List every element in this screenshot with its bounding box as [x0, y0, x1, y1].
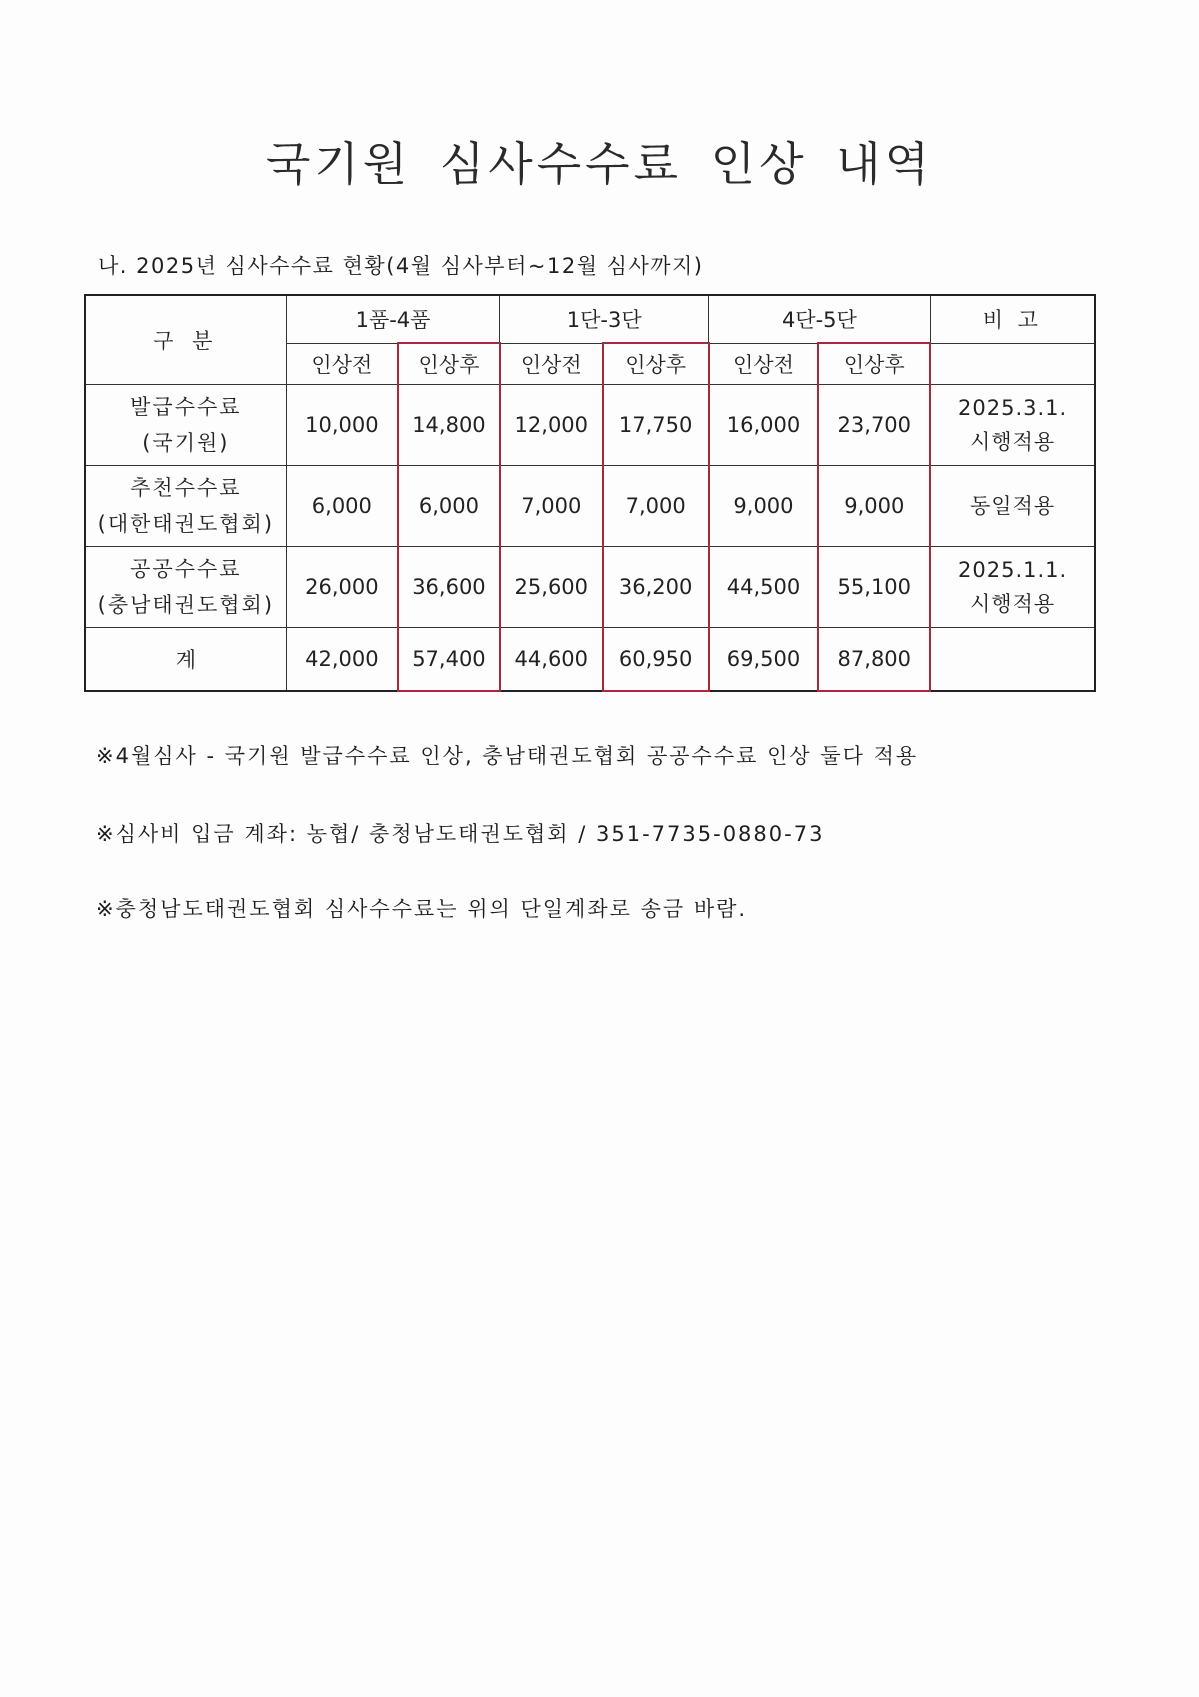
- after-header: 인상후: [603, 343, 709, 385]
- remark-line: 동일적용: [970, 494, 1056, 518]
- fee-value-raised: 14,800: [398, 385, 500, 466]
- total-value: 42,000: [286, 628, 398, 692]
- fee-value-raised: 6,000: [398, 466, 500, 547]
- fee-value-raised: 36,600: [398, 547, 500, 628]
- remark-cell: [930, 385, 1095, 466]
- fee-value: 16,000: [709, 385, 819, 466]
- section-subtitle: 나. 2025년 심사수수료 현황(4월 심사부터~12월 심사까지): [98, 254, 704, 278]
- remark-line: 시행적용: [970, 592, 1056, 616]
- note-single-account: ※충청남도태권도협회 심사수수료는 위의 단일계좌로 송금 바람.: [96, 897, 748, 921]
- table-row-total: [85, 628, 1095, 692]
- fee-value-raised: 36,200: [603, 547, 709, 628]
- group-header-1dan-3dan: 1단-3단: [500, 295, 709, 343]
- remark-line: 2025.3.1.: [958, 396, 1068, 420]
- table-row-issuance-fee: [85, 385, 1095, 466]
- total-value: 44,600: [500, 628, 603, 692]
- fee-value-raised: 55,100: [818, 547, 930, 628]
- fee-value: 9,000: [709, 466, 819, 547]
- fee-value: 12,000: [500, 385, 603, 466]
- total-value-raised: 57,400: [398, 628, 500, 692]
- remark-cell: [930, 466, 1095, 547]
- remarks-header: 비 고: [930, 295, 1095, 343]
- fee-org: (대한태권도협회): [97, 512, 275, 536]
- fee-value: 10,000: [286, 385, 398, 466]
- note-april-exam: ※4월심사 - 국기원 발급수수료 인상, 충남태권도협회 공공수수료 인상 둘다 적용: [96, 744, 919, 768]
- fee-org: (국기원): [142, 431, 230, 455]
- before-header: 인상전: [709, 343, 819, 385]
- group-header-1pum-4pum: 1품-4품: [286, 295, 500, 343]
- before-header: 인상전: [500, 343, 603, 385]
- group-header-4dan-5dan: 4단-5단: [709, 295, 931, 343]
- document-title: 국기원 심사수수료 인상 내역: [265, 137, 934, 191]
- fee-name: 공공수수료: [130, 557, 242, 581]
- fee-table: [84, 294, 1096, 692]
- total-value-raised: 60,950: [603, 628, 709, 692]
- remark-line: 시행적용: [970, 430, 1056, 454]
- category-header: 구 분: [85, 295, 286, 385]
- total-value-raised: 87,800: [818, 628, 930, 692]
- row-label: [85, 385, 286, 466]
- fee-value: 25,600: [500, 547, 603, 628]
- fee-value: 6,000: [286, 466, 398, 547]
- remarks-subheader-empty: [930, 343, 1095, 385]
- fee-value-raised: 7,000: [603, 466, 709, 547]
- fee-value-raised: 17,750: [603, 385, 709, 466]
- header-row-groups: [85, 295, 1095, 343]
- fee-org: (충남태권도협회): [97, 593, 275, 617]
- table-row-public-fee: [85, 547, 1095, 628]
- total-remark: [930, 628, 1095, 692]
- fee-value-raised: 9,000: [818, 466, 930, 547]
- fee-name: 추천수수료: [130, 476, 242, 500]
- row-label: [85, 466, 286, 547]
- total-label: 계: [85, 628, 286, 692]
- total-value: 69,500: [709, 628, 819, 692]
- remark-cell: [930, 547, 1095, 628]
- after-header: 인상후: [818, 343, 930, 385]
- fee-value: 7,000: [500, 466, 603, 547]
- fee-value-raised: 23,700: [818, 385, 930, 466]
- fee-name: 발급수수료: [130, 395, 242, 419]
- before-header: 인상전: [286, 343, 398, 385]
- after-header: 인상후: [398, 343, 500, 385]
- note-bank-account: ※심사비 입금 계좌: 농협/ 충청남도태권도협회 / 351-7735-0880-73: [96, 822, 825, 846]
- remark-line: 2025.1.1.: [958, 558, 1068, 582]
- fee-value: 26,000: [286, 547, 398, 628]
- table-row-recommendation-fee: [85, 466, 1095, 547]
- row-label: [85, 547, 286, 628]
- fee-value: 44,500: [709, 547, 819, 628]
